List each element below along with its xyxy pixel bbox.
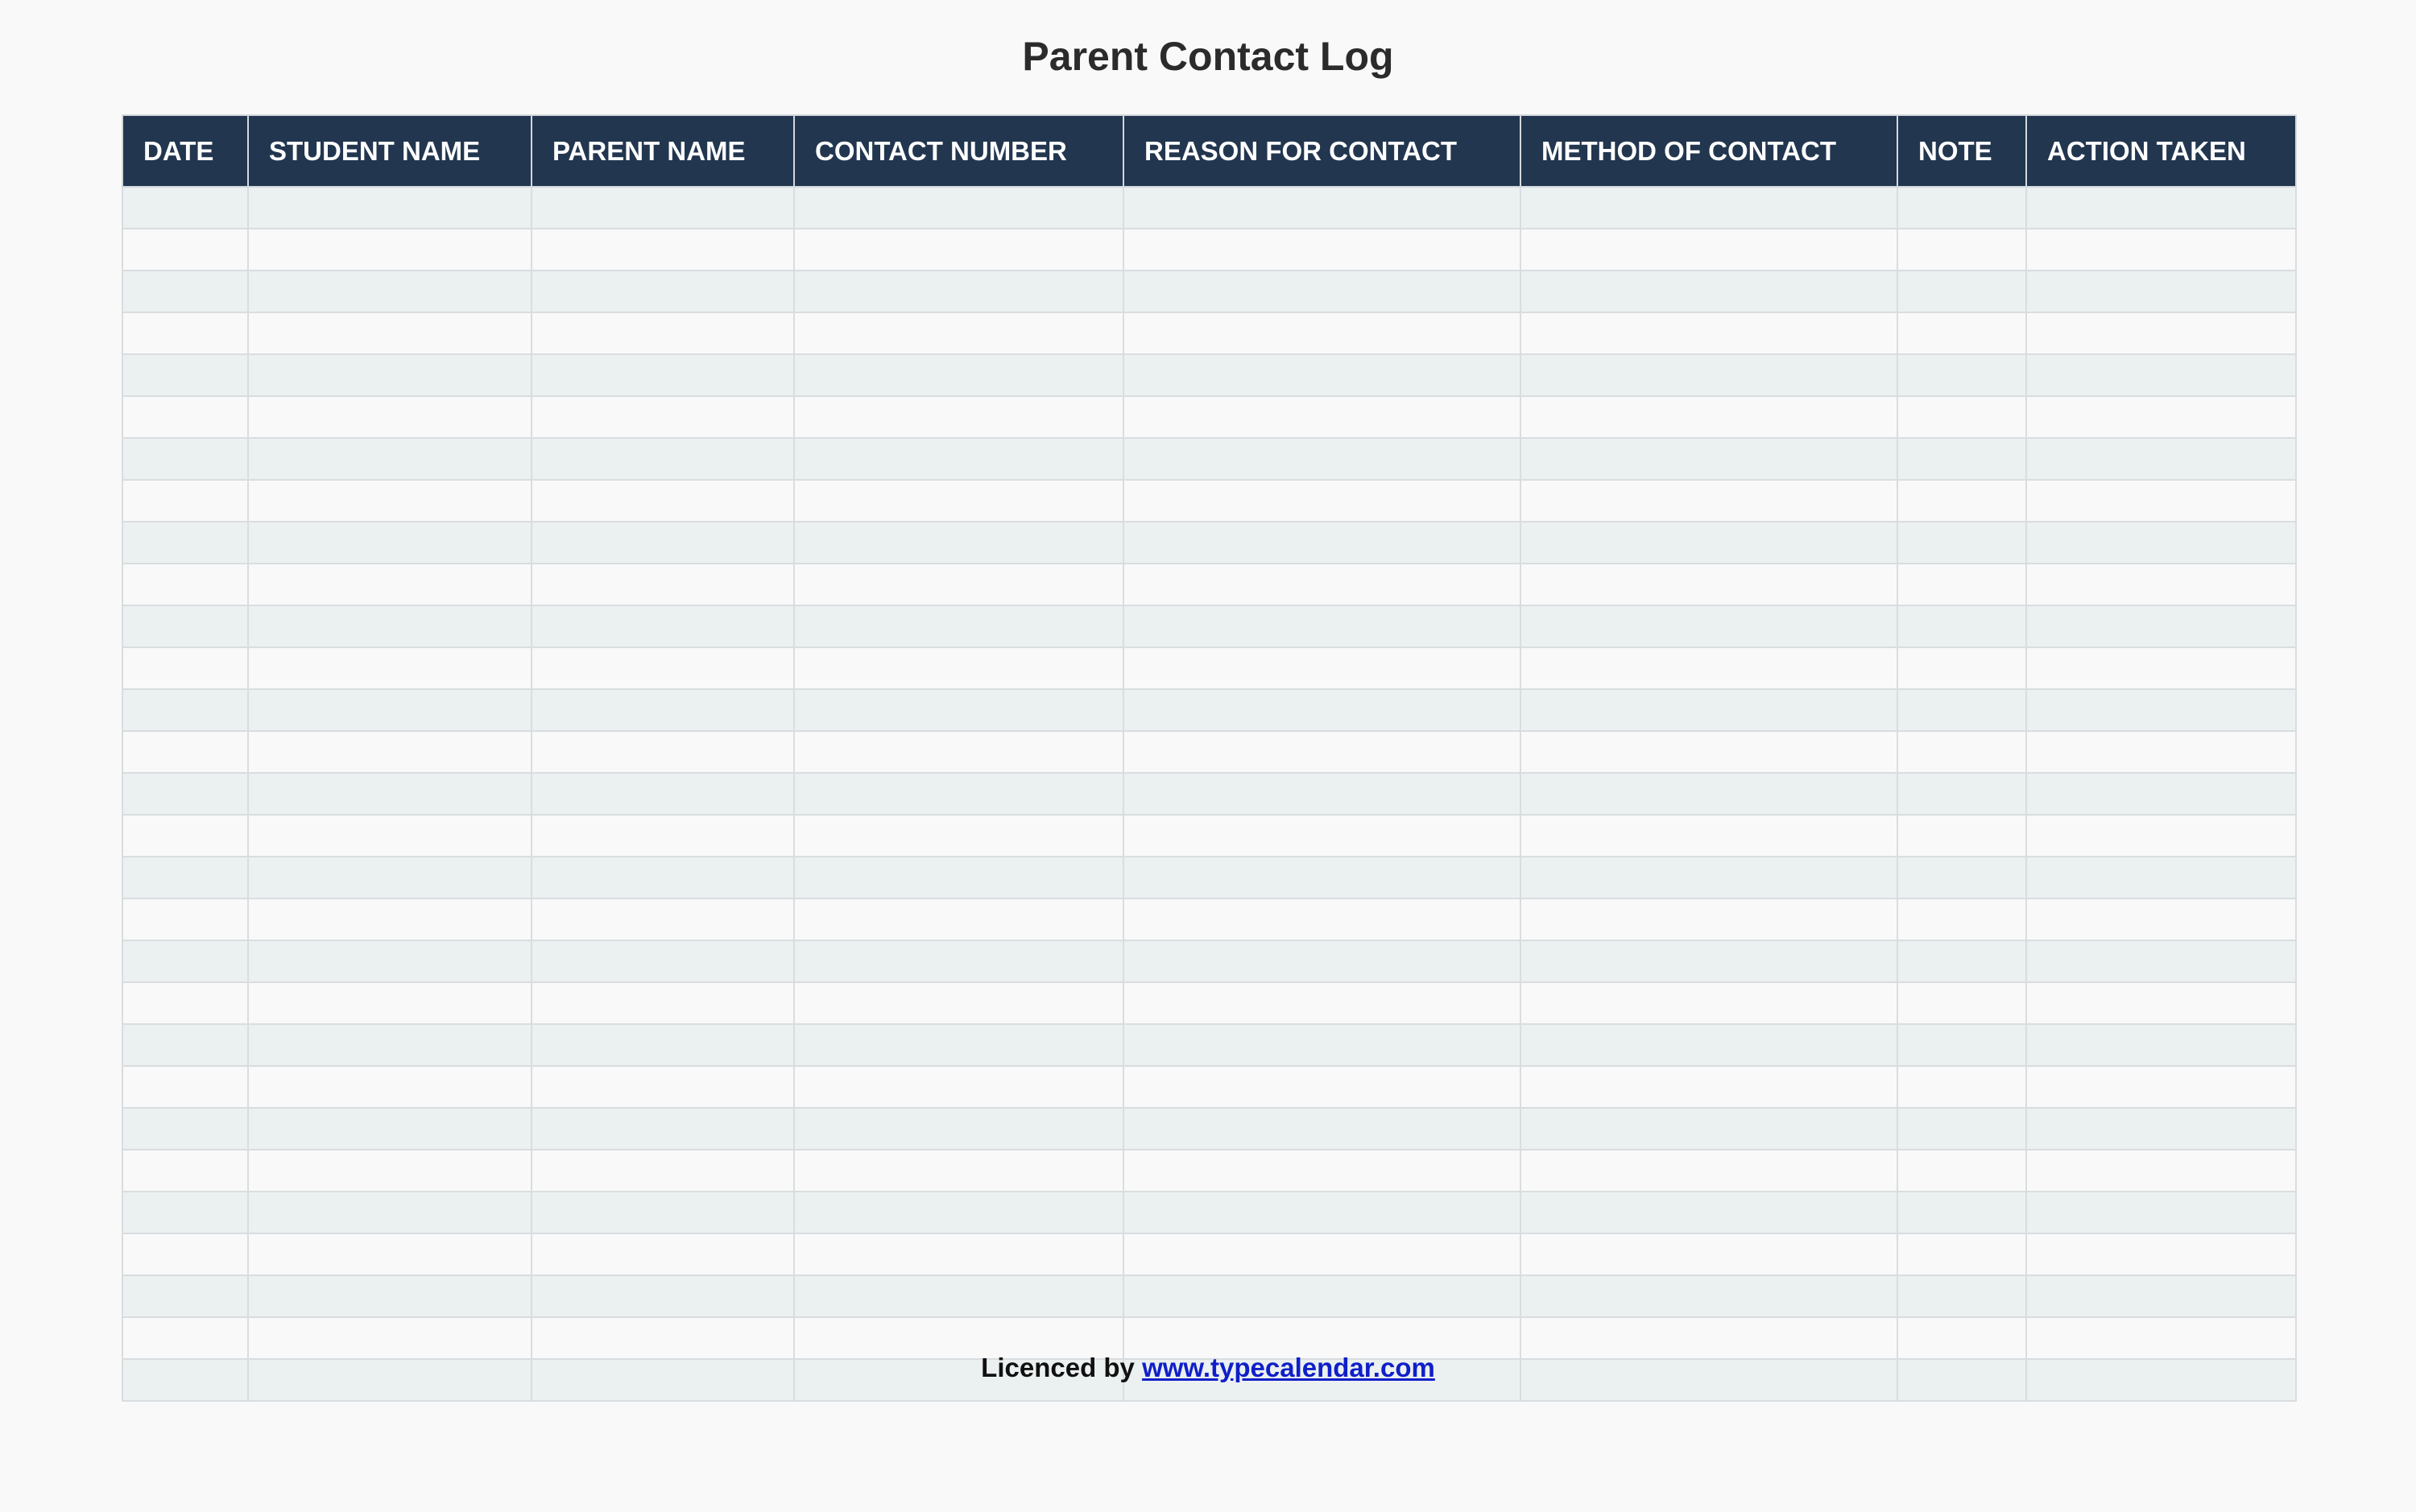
cell-student-name[interactable] bbox=[248, 396, 532, 438]
cell-contact-number[interactable] bbox=[794, 605, 1123, 647]
cell-method-of-contact[interactable] bbox=[1520, 1108, 1897, 1150]
cell-student-name[interactable] bbox=[248, 271, 532, 312]
table-row bbox=[122, 1192, 2296, 1233]
cell-student-name[interactable] bbox=[248, 480, 532, 522]
cell-date[interactable] bbox=[122, 229, 248, 271]
cell-note[interactable] bbox=[1897, 1024, 2026, 1066]
cell-student-name[interactable] bbox=[248, 1192, 532, 1233]
cell-parent-name[interactable] bbox=[532, 940, 794, 982]
cell-contact-number[interactable] bbox=[794, 1024, 1123, 1066]
table-row bbox=[122, 689, 2296, 731]
cell-contact-number[interactable] bbox=[794, 1233, 1123, 1275]
table-row bbox=[122, 229, 2296, 271]
cell-parent-name[interactable] bbox=[532, 312, 794, 354]
cell-date[interactable] bbox=[122, 857, 248, 899]
cell-reason-for-contact[interactable] bbox=[1123, 605, 1520, 647]
cell-reason-for-contact[interactable] bbox=[1123, 731, 1520, 773]
cell-student-name[interactable] bbox=[248, 982, 532, 1024]
table-row bbox=[122, 982, 2296, 1024]
cell-reason-for-contact[interactable] bbox=[1123, 1108, 1520, 1150]
cell-reason-for-contact[interactable] bbox=[1123, 229, 1520, 271]
cell-action-taken[interactable] bbox=[2026, 815, 2296, 857]
table-row bbox=[122, 1108, 2296, 1150]
cell-reason-for-contact[interactable] bbox=[1123, 940, 1520, 982]
cell-method-of-contact[interactable] bbox=[1520, 1233, 1897, 1275]
cell-note[interactable] bbox=[1897, 1150, 2026, 1192]
cell-note[interactable] bbox=[1897, 354, 2026, 396]
typecalendar-link[interactable]: www.typecalendar.com bbox=[1142, 1353, 1435, 1382]
table-row bbox=[122, 1233, 2296, 1275]
cell-date[interactable] bbox=[122, 522, 248, 564]
cell-reason-for-contact[interactable] bbox=[1123, 899, 1520, 940]
cell-note[interactable] bbox=[1897, 982, 2026, 1024]
cell-parent-name[interactable] bbox=[532, 731, 794, 773]
cell-method-of-contact[interactable] bbox=[1520, 605, 1897, 647]
cell-contact-number[interactable] bbox=[794, 899, 1123, 940]
cell-date[interactable] bbox=[122, 1066, 248, 1108]
column-header-contact-number: CONTACT NUMBER bbox=[794, 115, 1123, 187]
cell-action-taken[interactable] bbox=[2026, 773, 2296, 815]
table-row bbox=[122, 940, 2296, 982]
cell-contact-number[interactable] bbox=[794, 396, 1123, 438]
cell-date[interactable] bbox=[122, 940, 248, 982]
cell-action-taken[interactable] bbox=[2026, 396, 2296, 438]
cell-parent-name[interactable] bbox=[532, 647, 794, 689]
cell-action-taken[interactable] bbox=[2026, 229, 2296, 271]
cell-contact-number[interactable] bbox=[794, 940, 1123, 982]
cell-date[interactable] bbox=[122, 396, 248, 438]
cell-reason-for-contact[interactable] bbox=[1123, 187, 1520, 229]
cell-date[interactable] bbox=[122, 647, 248, 689]
cell-parent-name[interactable] bbox=[532, 982, 794, 1024]
cell-student-name[interactable] bbox=[248, 354, 532, 396]
cell-contact-number[interactable] bbox=[794, 522, 1123, 564]
cell-contact-number[interactable] bbox=[794, 857, 1123, 899]
cell-note[interactable] bbox=[1897, 605, 2026, 647]
cell-method-of-contact[interactable] bbox=[1520, 480, 1897, 522]
cell-contact-number[interactable] bbox=[794, 187, 1123, 229]
column-header-method-of-contact: METHOD OF CONTACT bbox=[1520, 115, 1897, 187]
cell-student-name[interactable] bbox=[248, 522, 532, 564]
cell-action-taken[interactable] bbox=[2026, 522, 2296, 564]
cell-note[interactable] bbox=[1897, 229, 2026, 271]
column-header-date: DATE bbox=[122, 115, 248, 187]
cell-note[interactable] bbox=[1897, 522, 2026, 564]
cell-student-name[interactable] bbox=[248, 899, 532, 940]
cell-note[interactable] bbox=[1897, 564, 2026, 605]
cell-method-of-contact[interactable] bbox=[1520, 312, 1897, 354]
cell-note[interactable] bbox=[1897, 689, 2026, 731]
page-title: Parent Contact Log bbox=[1022, 34, 1394, 79]
cell-student-name[interactable] bbox=[248, 1066, 532, 1108]
column-header-reason-for-contact: REASON FOR CONTACT bbox=[1123, 115, 1520, 187]
cell-date[interactable] bbox=[122, 438, 248, 480]
cell-note[interactable] bbox=[1897, 312, 2026, 354]
cell-reason-for-contact[interactable] bbox=[1123, 1150, 1520, 1192]
cell-action-taken[interactable] bbox=[2026, 564, 2296, 605]
table-row bbox=[122, 564, 2296, 605]
cell-method-of-contact[interactable] bbox=[1520, 1066, 1897, 1108]
cell-date[interactable] bbox=[122, 1275, 248, 1317]
cell-student-name[interactable] bbox=[248, 187, 532, 229]
column-header-parent-name: PARENT NAME bbox=[532, 115, 794, 187]
table-row bbox=[122, 647, 2296, 689]
cell-note[interactable] bbox=[1897, 1275, 2026, 1317]
table-row bbox=[122, 1150, 2296, 1192]
cell-reason-for-contact[interactable] bbox=[1123, 438, 1520, 480]
cell-parent-name[interactable] bbox=[532, 564, 794, 605]
cell-reason-for-contact[interactable] bbox=[1123, 354, 1520, 396]
cell-date[interactable] bbox=[122, 271, 248, 312]
cell-contact-number[interactable] bbox=[794, 1108, 1123, 1150]
cell-contact-number[interactable] bbox=[794, 1275, 1123, 1317]
cell-action-taken[interactable] bbox=[2026, 731, 2296, 773]
cell-note[interactable] bbox=[1897, 1108, 2026, 1150]
cell-note[interactable] bbox=[1897, 480, 2026, 522]
cell-reason-for-contact[interactable] bbox=[1123, 773, 1520, 815]
cell-contact-number[interactable] bbox=[794, 1150, 1123, 1192]
cell-method-of-contact[interactable] bbox=[1520, 564, 1897, 605]
license-footer bbox=[0, 1349, 2416, 1386]
cell-parent-name[interactable] bbox=[532, 522, 794, 564]
cell-reason-for-contact[interactable] bbox=[1123, 1192, 1520, 1233]
cell-method-of-contact[interactable] bbox=[1520, 522, 1897, 564]
cell-parent-name[interactable] bbox=[532, 1192, 794, 1233]
cell-reason-for-contact[interactable] bbox=[1123, 271, 1520, 312]
cell-contact-number[interactable] bbox=[794, 815, 1123, 857]
cell-contact-number[interactable] bbox=[794, 438, 1123, 480]
cell-method-of-contact[interactable] bbox=[1520, 396, 1897, 438]
cell-method-of-contact[interactable] bbox=[1520, 1150, 1897, 1192]
cell-note[interactable] bbox=[1897, 731, 2026, 773]
cell-action-taken[interactable] bbox=[2026, 605, 2296, 647]
cell-date[interactable] bbox=[122, 1192, 248, 1233]
cell-method-of-contact[interactable] bbox=[1520, 689, 1897, 731]
cell-method-of-contact[interactable] bbox=[1520, 857, 1897, 899]
table-row bbox=[122, 731, 2296, 773]
cell-method-of-contact[interactable] bbox=[1520, 899, 1897, 940]
cell-contact-number[interactable] bbox=[794, 564, 1123, 605]
cell-parent-name[interactable] bbox=[532, 480, 794, 522]
cell-date[interactable] bbox=[122, 1108, 248, 1150]
table-body bbox=[122, 187, 2296, 1401]
cell-contact-number[interactable] bbox=[794, 229, 1123, 271]
cell-reason-for-contact[interactable] bbox=[1123, 312, 1520, 354]
cell-note[interactable] bbox=[1897, 899, 2026, 940]
cell-parent-name[interactable] bbox=[532, 689, 794, 731]
cell-contact-number[interactable] bbox=[794, 982, 1123, 1024]
cell-method-of-contact[interactable] bbox=[1520, 187, 1897, 229]
table-row bbox=[122, 522, 2296, 564]
column-header-note: NOTE bbox=[1897, 115, 2026, 187]
cell-action-taken[interactable] bbox=[2026, 940, 2296, 982]
cell-note[interactable] bbox=[1897, 940, 2026, 982]
cell-action-taken[interactable] bbox=[2026, 1150, 2296, 1192]
cell-method-of-contact[interactable] bbox=[1520, 982, 1897, 1024]
cell-parent-name[interactable] bbox=[532, 1066, 794, 1108]
table-row bbox=[122, 187, 2296, 229]
cell-contact-number[interactable] bbox=[794, 1192, 1123, 1233]
cell-note[interactable] bbox=[1897, 857, 2026, 899]
cell-reason-for-contact[interactable] bbox=[1123, 1024, 1520, 1066]
cell-contact-number[interactable] bbox=[794, 1066, 1123, 1108]
cell-reason-for-contact[interactable] bbox=[1123, 689, 1520, 731]
cell-date[interactable] bbox=[122, 187, 248, 229]
table-row bbox=[122, 1024, 2296, 1066]
cell-student-name[interactable] bbox=[248, 940, 532, 982]
contact-log-table bbox=[122, 114, 2297, 1402]
cell-action-taken[interactable] bbox=[2026, 312, 2296, 354]
cell-reason-for-contact[interactable] bbox=[1123, 1275, 1520, 1317]
header-row bbox=[122, 115, 2296, 187]
cell-date[interactable] bbox=[122, 1233, 248, 1275]
table-row bbox=[122, 857, 2296, 899]
cell-date[interactable] bbox=[122, 773, 248, 815]
cell-student-name[interactable] bbox=[248, 1108, 532, 1150]
cell-method-of-contact[interactable] bbox=[1520, 229, 1897, 271]
cell-date[interactable] bbox=[122, 564, 248, 605]
cell-date[interactable] bbox=[122, 354, 248, 396]
table-row bbox=[122, 312, 2296, 354]
license-prefix: Licenced by bbox=[981, 1353, 1135, 1382]
cell-action-taken[interactable] bbox=[2026, 899, 2296, 940]
cell-method-of-contact[interactable] bbox=[1520, 815, 1897, 857]
cell-action-taken[interactable] bbox=[2026, 438, 2296, 480]
column-header-action-taken: ACTION TAKEN bbox=[2026, 115, 2296, 187]
table-row bbox=[122, 773, 2296, 815]
cell-method-of-contact[interactable] bbox=[1520, 1024, 1897, 1066]
cell-reason-for-contact[interactable] bbox=[1123, 647, 1520, 689]
column-header-student-name: STUDENT NAME bbox=[248, 115, 532, 187]
cell-method-of-contact[interactable] bbox=[1520, 940, 1897, 982]
table-row bbox=[122, 438, 2296, 480]
cell-parent-name[interactable] bbox=[532, 605, 794, 647]
cell-parent-name[interactable] bbox=[532, 899, 794, 940]
cell-action-taken[interactable] bbox=[2026, 982, 2296, 1024]
cell-method-of-contact[interactable] bbox=[1520, 354, 1897, 396]
cell-parent-name[interactable] bbox=[532, 1233, 794, 1275]
cell-method-of-contact[interactable] bbox=[1520, 647, 1897, 689]
cell-parent-name[interactable] bbox=[532, 438, 794, 480]
cell-parent-name[interactable] bbox=[532, 187, 794, 229]
cell-contact-number[interactable] bbox=[794, 480, 1123, 522]
table-row bbox=[122, 815, 2296, 857]
cell-action-taken[interactable] bbox=[2026, 480, 2296, 522]
cell-student-name[interactable] bbox=[248, 1275, 532, 1317]
cell-parent-name[interactable] bbox=[532, 773, 794, 815]
cell-student-name[interactable] bbox=[248, 647, 532, 689]
cell-note[interactable] bbox=[1897, 1233, 2026, 1275]
cell-date[interactable] bbox=[122, 689, 248, 731]
cell-date[interactable] bbox=[122, 605, 248, 647]
cell-note[interactable] bbox=[1897, 815, 2026, 857]
cell-student-name[interactable] bbox=[248, 773, 532, 815]
cell-note[interactable] bbox=[1897, 271, 2026, 312]
cell-contact-number[interactable] bbox=[794, 354, 1123, 396]
cell-action-taken[interactable] bbox=[2026, 689, 2296, 731]
cell-note[interactable] bbox=[1897, 1192, 2026, 1233]
cell-method-of-contact[interactable] bbox=[1520, 731, 1897, 773]
cell-parent-name[interactable] bbox=[532, 815, 794, 857]
cell-action-taken[interactable] bbox=[2026, 1233, 2296, 1275]
cell-student-name[interactable] bbox=[248, 564, 532, 605]
cell-date[interactable] bbox=[122, 731, 248, 773]
cell-date[interactable] bbox=[122, 899, 248, 940]
table-row bbox=[122, 1275, 2296, 1317]
cell-reason-for-contact[interactable] bbox=[1123, 480, 1520, 522]
cell-method-of-contact[interactable] bbox=[1520, 271, 1897, 312]
cell-parent-name[interactable] bbox=[532, 857, 794, 899]
cell-student-name[interactable] bbox=[248, 815, 532, 857]
cell-student-name[interactable] bbox=[248, 605, 532, 647]
cell-student-name[interactable] bbox=[248, 312, 532, 354]
cell-action-taken[interactable] bbox=[2026, 857, 2296, 899]
cell-student-name[interactable] bbox=[248, 857, 532, 899]
cell-parent-name[interactable] bbox=[532, 229, 794, 271]
cell-reason-for-contact[interactable] bbox=[1123, 522, 1520, 564]
cell-parent-name[interactable] bbox=[532, 354, 794, 396]
table-row bbox=[122, 1066, 2296, 1108]
cell-action-taken[interactable] bbox=[2026, 1024, 2296, 1066]
cell-parent-name[interactable] bbox=[532, 1275, 794, 1317]
cell-parent-name[interactable] bbox=[532, 396, 794, 438]
cell-action-taken[interactable] bbox=[2026, 647, 2296, 689]
cell-student-name[interactable] bbox=[248, 731, 532, 773]
cell-date[interactable] bbox=[122, 815, 248, 857]
cell-note[interactable] bbox=[1897, 187, 2026, 229]
cell-reason-for-contact[interactable] bbox=[1123, 857, 1520, 899]
cell-date[interactable] bbox=[122, 1024, 248, 1066]
cell-action-taken[interactable] bbox=[2026, 1192, 2296, 1233]
cell-method-of-contact[interactable] bbox=[1520, 1275, 1897, 1317]
table-row bbox=[122, 899, 2296, 940]
table-row bbox=[122, 354, 2296, 396]
cell-student-name[interactable] bbox=[248, 689, 532, 731]
cell-method-of-contact[interactable] bbox=[1520, 1192, 1897, 1233]
cell-reason-for-contact[interactable] bbox=[1123, 815, 1520, 857]
cell-action-taken[interactable] bbox=[2026, 354, 2296, 396]
cell-date[interactable] bbox=[122, 480, 248, 522]
table-row bbox=[122, 605, 2296, 647]
cell-action-taken[interactable] bbox=[2026, 187, 2296, 229]
cell-student-name[interactable] bbox=[248, 438, 532, 480]
cell-student-name[interactable] bbox=[248, 1233, 532, 1275]
cell-student-name[interactable] bbox=[248, 229, 532, 271]
cell-student-name[interactable] bbox=[248, 1024, 532, 1066]
cell-contact-number[interactable] bbox=[794, 773, 1123, 815]
cell-note[interactable] bbox=[1897, 1066, 2026, 1108]
cell-student-name[interactable] bbox=[248, 1150, 532, 1192]
cell-action-taken[interactable] bbox=[2026, 1275, 2296, 1317]
cell-reason-for-contact[interactable] bbox=[1123, 982, 1520, 1024]
cell-contact-number[interactable] bbox=[794, 312, 1123, 354]
cell-contact-number[interactable] bbox=[794, 689, 1123, 731]
cell-contact-number[interactable] bbox=[794, 271, 1123, 312]
cell-note[interactable] bbox=[1897, 438, 2026, 480]
cell-contact-number[interactable] bbox=[794, 731, 1123, 773]
cell-reason-for-contact[interactable] bbox=[1123, 1066, 1520, 1108]
cell-reason-for-contact[interactable] bbox=[1123, 1233, 1520, 1275]
cell-contact-number[interactable] bbox=[794, 647, 1123, 689]
cell-note[interactable] bbox=[1897, 773, 2026, 815]
table-row bbox=[122, 271, 2296, 312]
cell-method-of-contact[interactable] bbox=[1520, 438, 1897, 480]
cell-date[interactable] bbox=[122, 312, 248, 354]
cell-parent-name[interactable] bbox=[532, 1108, 794, 1150]
cell-date[interactable] bbox=[122, 982, 248, 1024]
cell-parent-name[interactable] bbox=[532, 1024, 794, 1066]
table-row bbox=[122, 396, 2296, 438]
cell-note[interactable] bbox=[1897, 396, 2026, 438]
table-row bbox=[122, 480, 2296, 522]
cell-action-taken[interactable] bbox=[2026, 1066, 2296, 1108]
cell-method-of-contact[interactable] bbox=[1520, 773, 1897, 815]
cell-reason-for-contact[interactable] bbox=[1123, 564, 1520, 605]
cell-note[interactable] bbox=[1897, 647, 2026, 689]
cell-action-taken[interactable] bbox=[2026, 1108, 2296, 1150]
cell-parent-name[interactable] bbox=[532, 1150, 794, 1192]
cell-action-taken[interactable] bbox=[2026, 271, 2296, 312]
cell-reason-for-contact[interactable] bbox=[1123, 396, 1520, 438]
cell-date[interactable] bbox=[122, 1150, 248, 1192]
cell-parent-name[interactable] bbox=[532, 271, 794, 312]
